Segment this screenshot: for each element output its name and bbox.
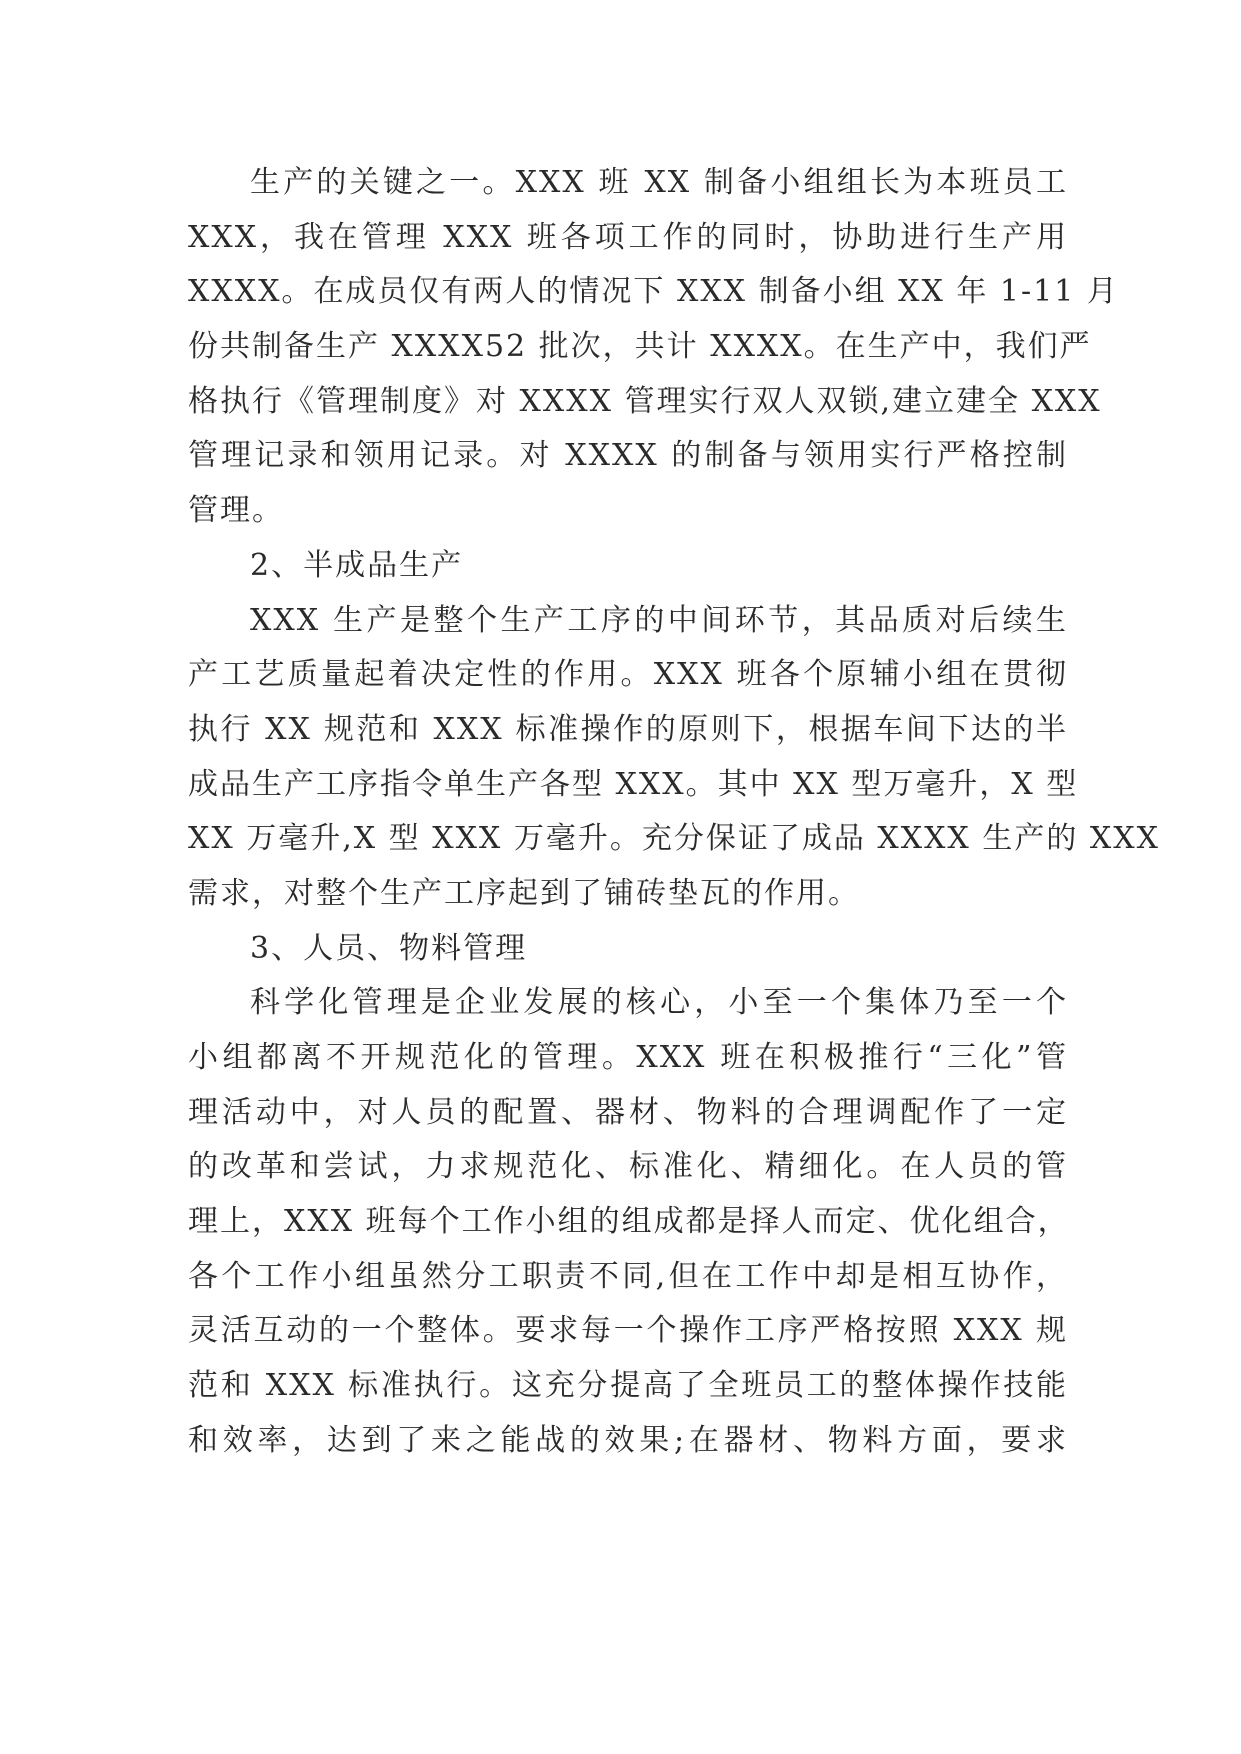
text-line: 的改革和尝试，力求规范化、标准化、精细化。在人员的管 xyxy=(188,1149,1068,1185)
text-line: 产工艺质量起着决定性的作用。XXX 班各个原辅小组在贯彻 xyxy=(188,657,1068,693)
text-line: 格执行《管理制度》对 XXXX 管理实行双人双锁,建立建全 XXX xyxy=(188,383,1102,419)
section-heading: 3、人员、物料管理 xyxy=(250,930,528,966)
text-line: 灵活互动的一个整体。要求每一个操作工序严格按照 XXX 规 xyxy=(188,1313,1068,1349)
text-line: 小组都离不开规范化的管理。XXX 班在积极推行“三化”管 xyxy=(188,1040,1068,1075)
body-text xyxy=(188,156,1160,1469)
text-line: 管理记录和领用记录。对 XXXX 的制备与领用实行严格控制 xyxy=(188,438,1068,474)
text-line: 理活动中，对人员的配置、器材、物料的合理调配作了一定 xyxy=(188,1094,1068,1130)
text-line: 份共制备生产 XXXX52 批次，共计 XXXX。在生产中，我们严 xyxy=(188,329,1092,365)
text-line: 管理。 xyxy=(188,493,284,529)
text-line: XXX，我在管理 XXX 班各项工作的同时，协助进行生产用 xyxy=(188,219,1068,255)
text-line: 生产的关键之一。XXX 班 XX 制备小组组长为本班员工 xyxy=(250,165,1068,200)
text-line: 各个工作小组虽然分工职责不同,但在工作中却是相互协作， xyxy=(188,1258,1068,1294)
text-line: 理上，XXX 班每个工作小组的组成都是择人而定、优化组合， xyxy=(188,1204,1070,1240)
section-heading: 2、半成品生产 xyxy=(250,547,464,583)
text-line: XXX 生产是整个生产工序的中间环节，其品质对后续生 xyxy=(250,602,1068,638)
text-line: 范和 XXX 标准执行。这充分提高了全班员工的整体操作技能 xyxy=(188,1368,1068,1404)
text-line: XXXX。在成员仅有两人的情况下 XXX 制备小组 XX 年 1-11 月 xyxy=(188,274,1119,310)
text-line: XX 万毫升,X 型 XXX 万毫升。充分保证了成品 XXXX 生产的 XXX xyxy=(188,821,1160,857)
text-line: 和效率，达到了来之能战的效果;在器材、物料方面，要求 xyxy=(188,1422,1068,1458)
text-line: 成品生产工序指令单生产各型 XXX。其中 XX 型万毫升，X 型 xyxy=(188,766,1079,802)
text-line: 执行 XX 规范和 XXX 标准操作的原则下，根据车间下达的半 xyxy=(188,711,1068,747)
text-line: 科学化管理是企业发展的核心，小至一个集体乃至一个 xyxy=(250,985,1068,1021)
text-line: 需求，对整个生产工序起到了铺砖垫瓦的作用。 xyxy=(188,875,860,911)
